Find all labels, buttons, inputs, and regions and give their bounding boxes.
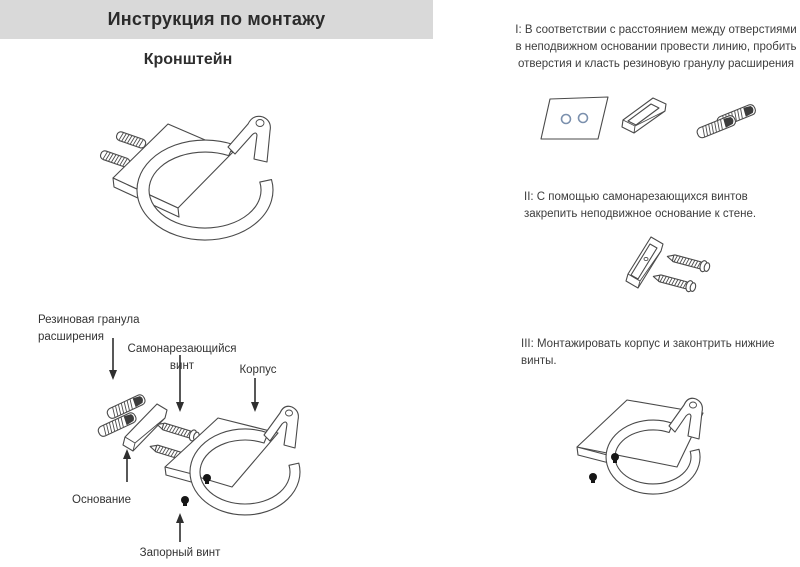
step-2-figure xyxy=(605,232,765,294)
assembled-bracket-figure xyxy=(80,90,300,250)
product-name: Кронштейн xyxy=(143,51,233,68)
self-tapping-screw-icon xyxy=(652,271,697,293)
step-1-figure xyxy=(535,88,770,146)
label-base: Основание xyxy=(72,494,131,506)
threaded-stud-icon xyxy=(115,131,146,149)
self-tapping-screw-icon xyxy=(666,251,711,273)
label-body: Корпус xyxy=(239,364,277,376)
label-rubber-plug: Резиновая гранула расширения xyxy=(38,314,140,343)
title-band xyxy=(0,0,433,39)
page-title: Инструкция по монтажу xyxy=(107,9,326,29)
wall-plate xyxy=(541,97,608,139)
step-3-text: III: Монтажировать корпус и законтрить нижние винты. xyxy=(521,337,775,367)
step-1-text: I: В соответствии с расстоянием между отверстиями в неподвижном основании провести линию, пробить отверстия и класть резиновую гранулу расширения xyxy=(515,23,797,70)
label-locking-screw: Запорный винт xyxy=(139,547,221,559)
step-3-figure xyxy=(565,385,780,530)
step-2-text: II: С помощью самонарезающихся винтов закрепить неподвижное основание к стене. xyxy=(524,190,757,220)
expansion-anchor-icon xyxy=(696,114,737,139)
self-tapping-screw-icon xyxy=(156,419,201,442)
label-self-tapping-screw: Самонарезающийся винт xyxy=(127,343,237,372)
